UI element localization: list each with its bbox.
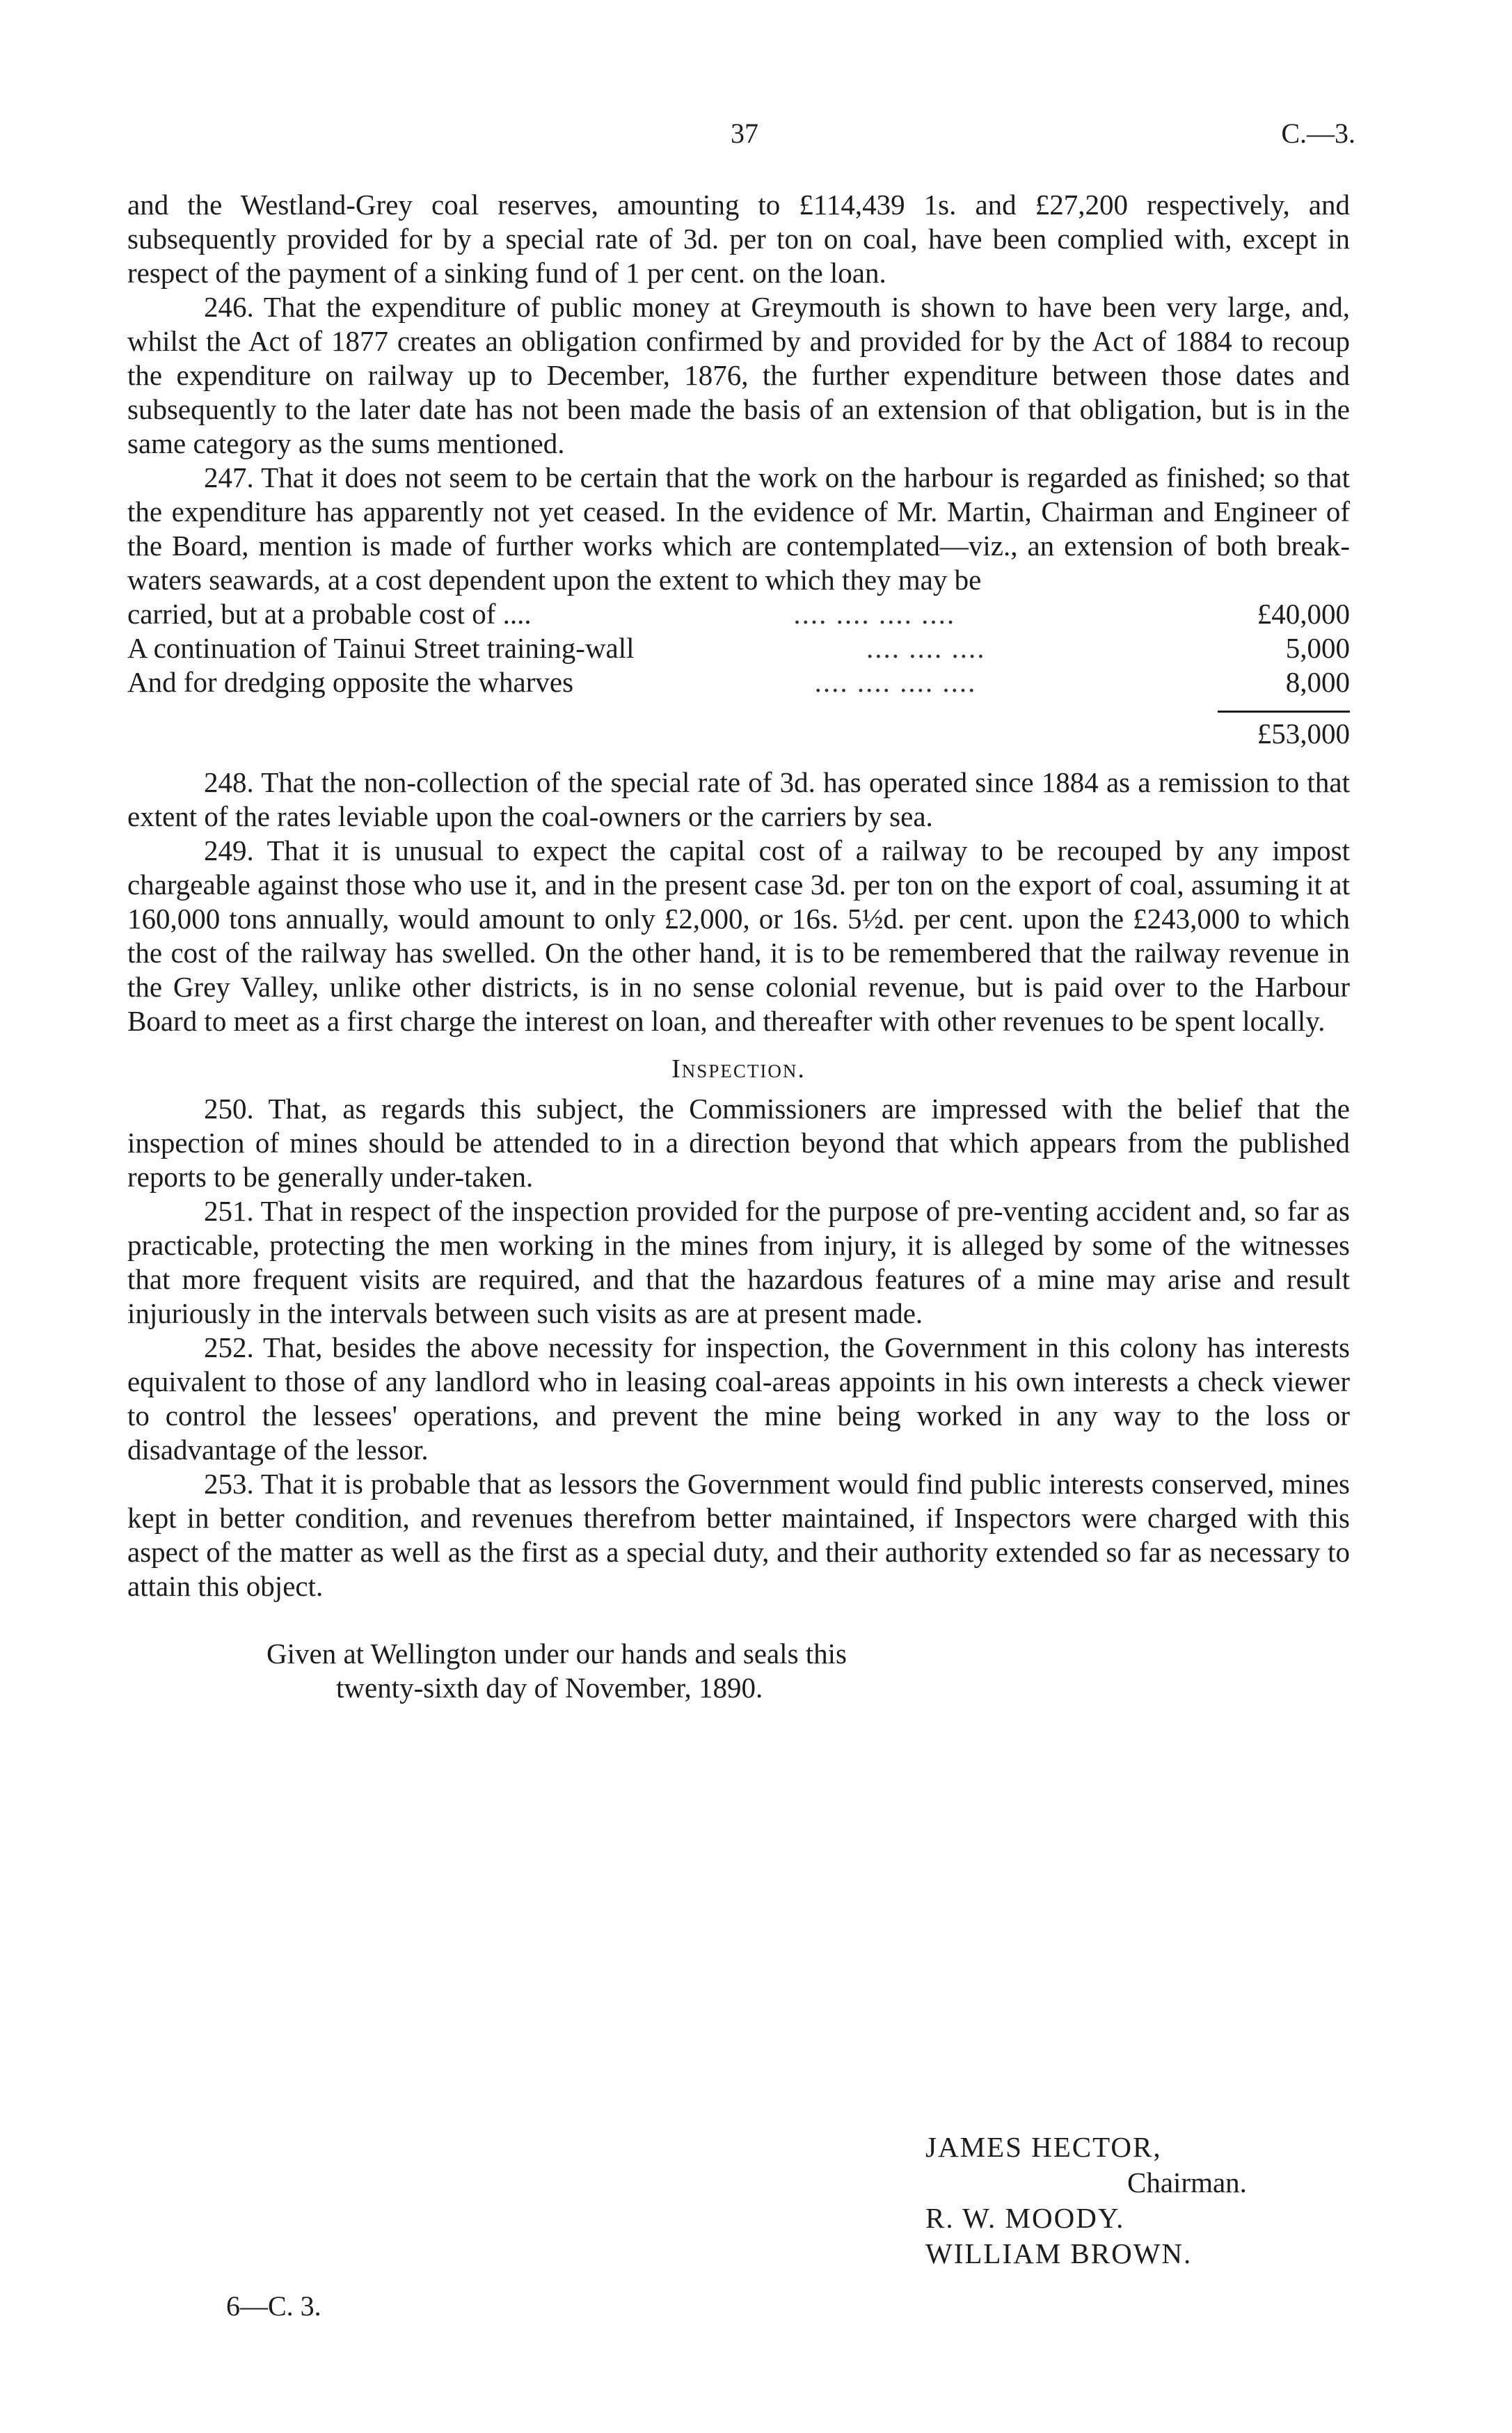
cost-amount: £40,000 xyxy=(1257,598,1350,630)
cost-label: And for dredging opposite the wharves xyxy=(127,666,574,698)
paragraph-248: 248. That the non-collection of the special rate of 3d. has operated since 1884 as a remission to that extent of the rates leviable upon the coal-owners or the carriers by sea. xyxy=(127,766,1350,832)
signatory-moody: R. W. MOODY. xyxy=(925,2202,1125,2234)
closing-line-2: twenty-sixth day of November, 1890. xyxy=(336,1672,763,1704)
signatory-role-chairman: Chairman. xyxy=(1127,2166,1247,2198)
page-number: 37 xyxy=(731,118,758,149)
document-body xyxy=(127,188,1350,1705)
page-header xyxy=(0,117,1512,159)
footer-signature-mark: 6—C. 3. xyxy=(226,2290,321,2322)
paragraph-246: 246. That the expenditure of public money at Greymouth is shown to have been very large, and, whilst the Act of 1877 creates an obligation confirmed by and provided for by the Act of 1884 to recoup the expenditure on railway up to December, 1876, the further expenditure between those dates and subsequently to the later date has not been made the basis of an extension of that obligation, but is in the same category as the sums mentioned. xyxy=(127,291,1350,459)
cost-leader-dots: .... .... .... xyxy=(866,632,986,664)
paragraph-250: 250. That, as regards this subject, the Commissioners are impressed with the belief that the inspection of mines should be attended to in a direction beyond that which appears from the published reports to be generally under-taken. xyxy=(127,1093,1350,1193)
cost-label: A continuation of Tainui Street training-wall xyxy=(127,632,635,664)
cost-leader-dots: .... .... .... .... xyxy=(793,598,956,630)
signatory-hector: JAMES HECTOR, xyxy=(925,2131,1162,2163)
cost-leader-dots: .... .... .... .... xyxy=(814,666,977,698)
cost-total: £53,000 xyxy=(1218,711,1350,745)
paragraph-249: 249. That it is unusual to expect the capital cost of a railway to be recouped by any impost chargeable against those who use it, and in the present case 3d. per ton on the export of coal, assuming it at 160,000 tons annually, would amount to only £2,000, or 16s. 5½d. per cent. upon the £243,000 to which the cost of the railway has swelled. On the other hand, it is to be remembered that the railway revenue in the Grey Valley, unlike other districts, is in no sense colonial revenue, but is paid over to the Harbour Board to meet as a first charge the interest on loan, and thereafter with other revenues to be spent locally. xyxy=(127,834,1350,1037)
cost-row xyxy=(127,631,1350,665)
cost-amount: 5,000 xyxy=(1285,632,1350,664)
paragraph-252: 252. That, besides the above necessity for inspection, the Government in this colony has interests equivalent to those of any landlord who in leasing coal-areas appoints in his own interests a check viewer to control the lessees' operations, and prevent the mine being worked in any way to the loss or disadvantage of the lessor. xyxy=(127,1331,1350,1466)
paragraph-247: 247. That it does not seem to be certain that the work on the harbour is regarded as finished; so that the expenditure has apparently not yet ceased. In the evidence of Mr. Martin, Chairman and Engineer of the Board, mention is made of further works which are contemplated—viz., an extension of both break-waters seawards, at a cost dependent upon the extent to which they may be xyxy=(127,461,1350,596)
paragraph-253: 253. That it is probable that as lessors the Government would find public interests conserved, mines kept in better condition, and revenues therefrom better maintained, if Inspectors were charged with this aspect of the matter as well as the first as a special duty, and their authority extended so far as necessary to attain this object. xyxy=(127,1468,1350,1602)
paragraph-251: 251. That in respect of the inspection provided for the purpose of pre-venting accident and, so far as practicable, protecting the men working in the mines from injury, it is alleged by some of the witnesses that more frequent visits are required, and that the hazardous features of a mine may arise and result injuriously in the intervals between such visits as are at present made. xyxy=(127,1195,1350,1329)
document-reference: C.—3. xyxy=(1281,118,1355,149)
section-heading-inspection: Inspection. xyxy=(671,1054,806,1084)
cost-row xyxy=(127,597,1350,631)
cost-amount: 8,000 xyxy=(1285,666,1350,698)
cost-total-row xyxy=(127,711,1350,750)
cost-row xyxy=(127,665,1350,699)
paragraph-intro: and the Westland-Grey coal reserves, amounting to £114,439 1s. and £27,200 respectively, and subsequently provided for by a special rate of 3d. per ton on coal, have been complied with, except in respect of the payment of a sinking fund of 1 per cent. on the loan. xyxy=(127,189,1350,289)
closing-statement xyxy=(127,1637,1350,1705)
signature-block xyxy=(925,2130,1247,2272)
signatory-brown: WILLIAM BROWN. xyxy=(925,2237,1193,2269)
cost-label: carried, but at a probable cost of .... xyxy=(127,598,532,630)
closing-line-1: Given at Wellington under our hands and seals this xyxy=(266,1638,847,1670)
cost-table xyxy=(127,597,1350,750)
